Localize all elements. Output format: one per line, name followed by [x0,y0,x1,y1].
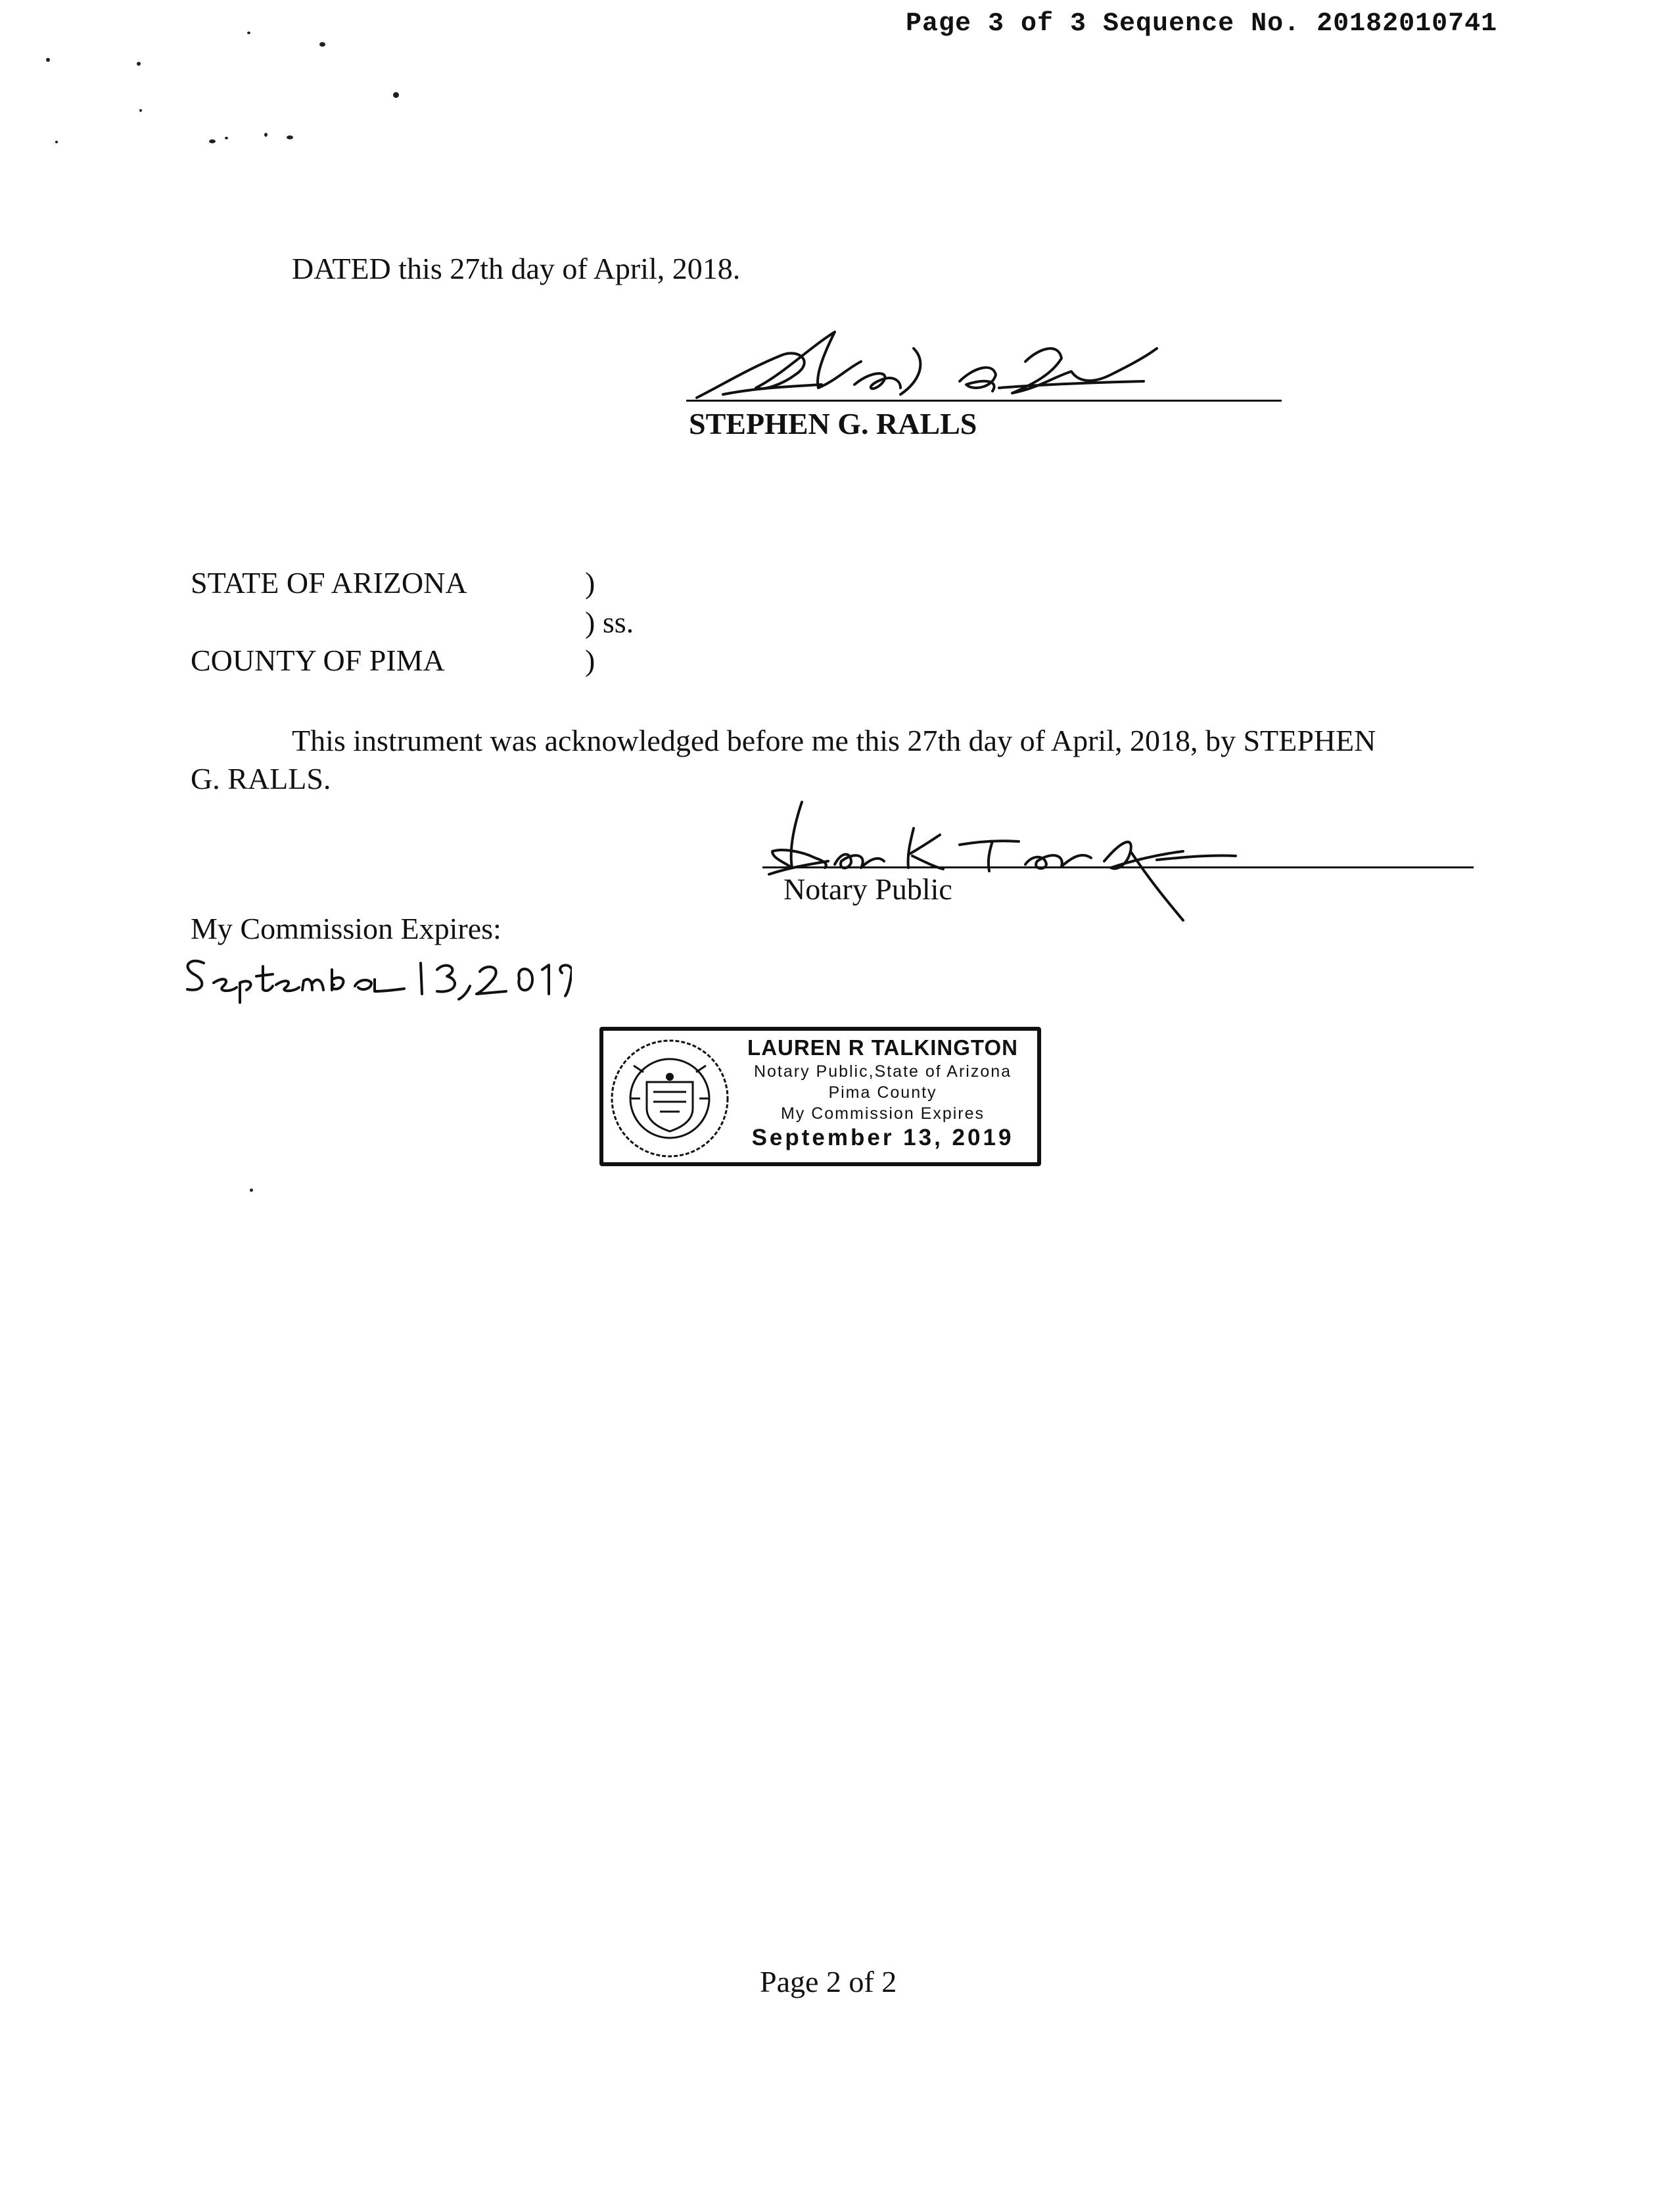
notary-signature-line [762,866,1474,868]
venue-paren-bottom: ) [585,644,595,677]
stamp-notary-name: LAUREN R TALKINGTON [747,1035,1018,1060]
stamp-notary-state: Notary Public,State of Arizona [753,1062,1012,1081]
stamp-commission-date: September 13, 2019 [751,1125,1014,1150]
notary-stamp [599,1027,1041,1166]
commission-handwritten-date [177,947,572,1006]
stamp-commission-label: My Commission Expires [780,1104,985,1123]
venue-ss: ) ss. [585,605,634,639]
acknowledgment-line-1: This instrument was acknowledged before me this 27th day of April, 2018, by STEPHEN [292,724,1376,757]
dated-line: DATED this 27th day of April, 2018. [292,252,741,285]
venue-paren-top: ) [585,566,595,600]
stamp-county: Pima County [828,1083,937,1102]
acknowledgment-line-2: G. RALLS. [191,762,331,795]
grantor-printed-name: STEPHEN G. RALLS [689,407,977,440]
venue-state: STATE OF ARIZONA [191,566,467,600]
commission-label: My Commission Expires: [191,912,502,945]
notary-title: Notary Public [783,872,952,906]
page-footer: Page 2 of 2 [760,1965,897,1998]
page-sequence-header: Page 3 of 3 Sequence No. 20182010741 [906,9,1498,39]
grantor-signature-line [686,400,1282,402]
stamp-text-block [728,1035,1037,1152]
state-seal-icon [607,1036,732,1161]
venue-county: COUNTY OF PIMA [191,644,445,677]
